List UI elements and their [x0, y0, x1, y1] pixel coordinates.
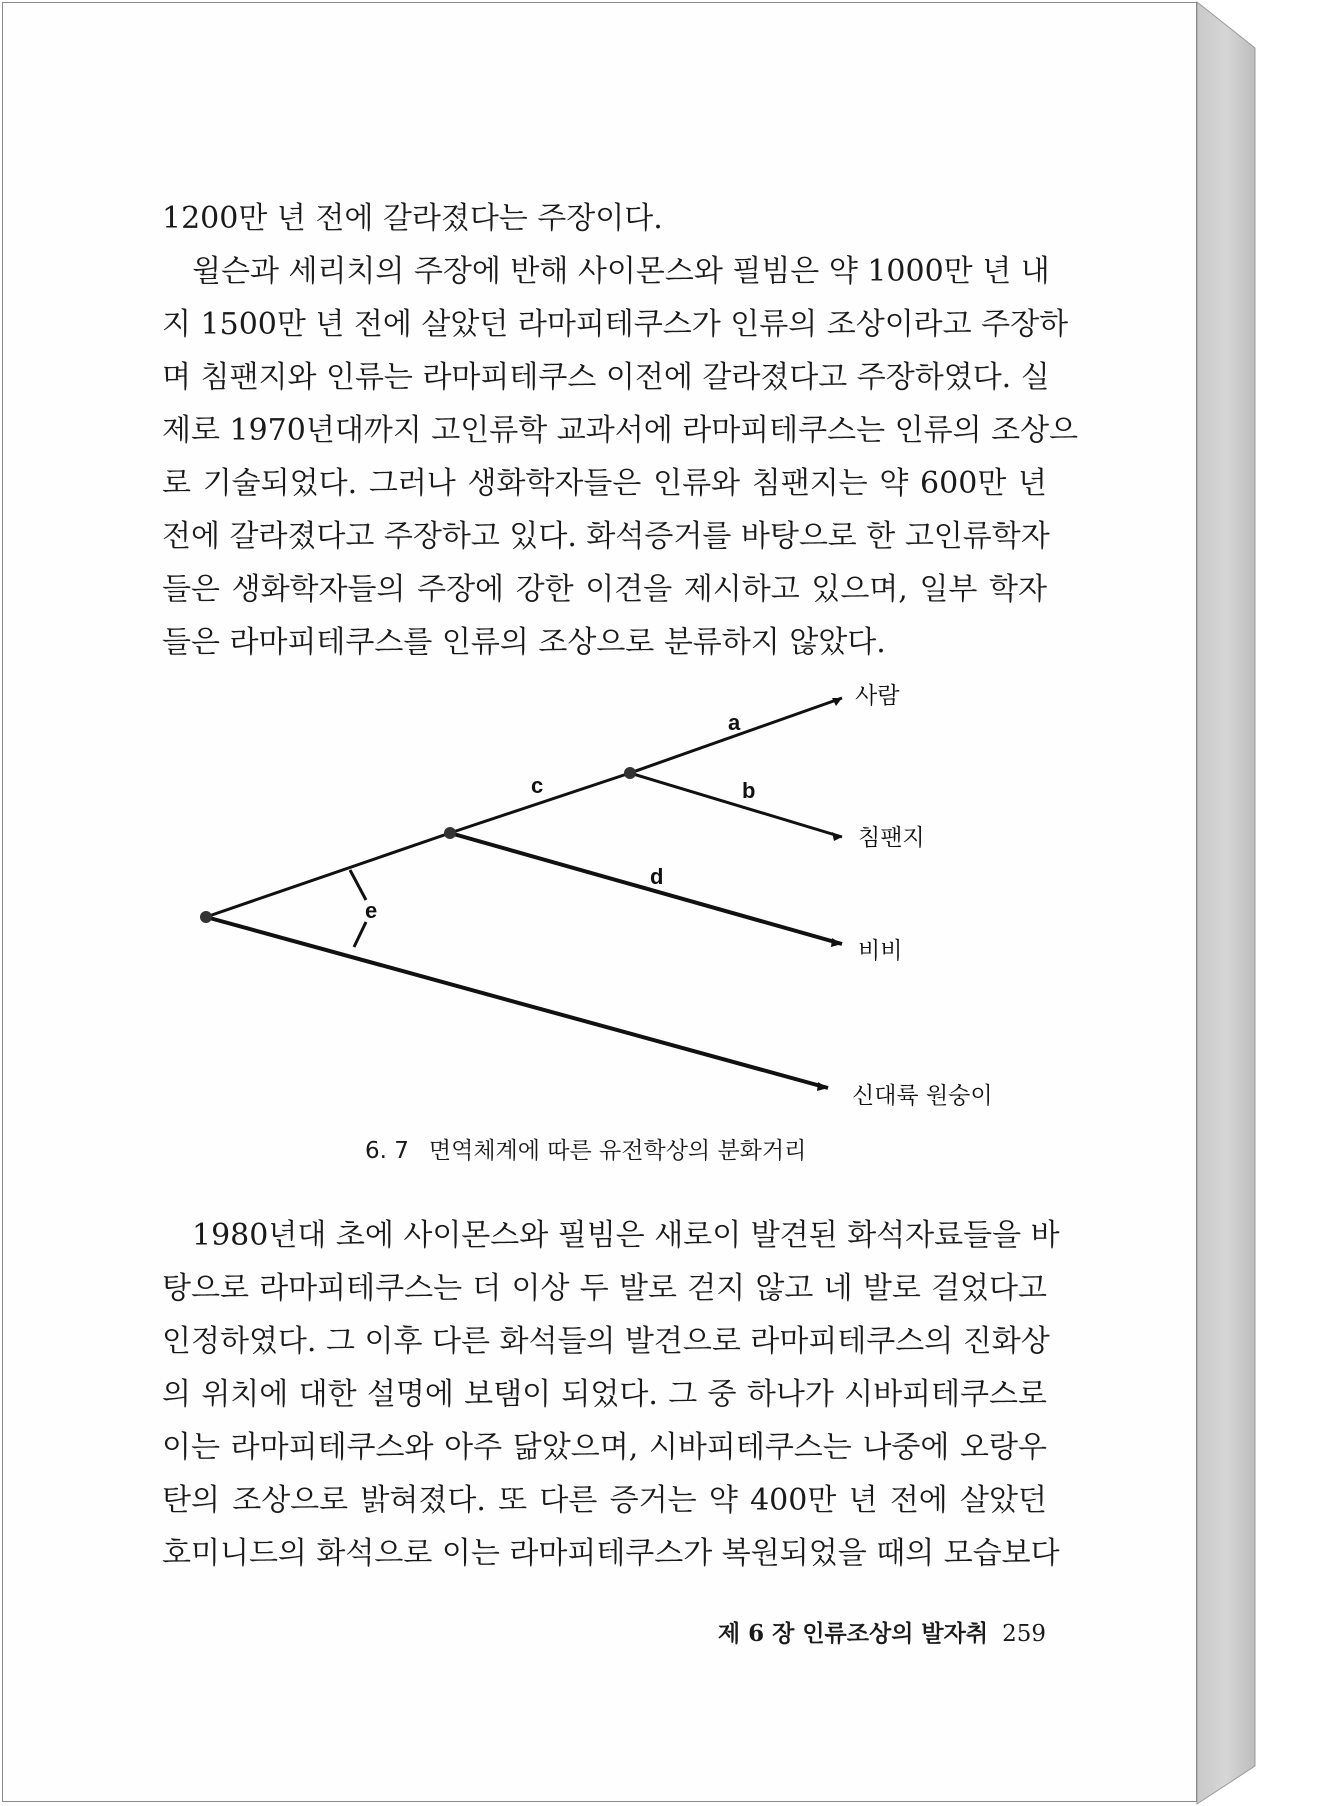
angle-mark-lower	[354, 922, 366, 947]
root-node	[200, 911, 212, 923]
text-line: 1200만 년 전에 갈라졌다는 주장이다.	[162, 201, 663, 236]
figure-caption-text: 면역체계에 따른 유전학상의 분화거리	[428, 1138, 807, 1164]
chapter-title: 제 6 장 인류조상의 발자취	[717, 1620, 989, 1647]
branch-root-to-node1	[206, 833, 450, 917]
angle-mark-upper	[350, 870, 366, 900]
text-line: 전에 갈라졌다고 주장하고 있다. 화석증거를 바탕으로 한 고인류학자	[162, 519, 1050, 554]
branch-label-a: a	[728, 710, 741, 735]
text-line: 탄의 조상으로 밝혀졌다. 또 다른 증거는 약 400만 년 전에 살았던	[162, 1483, 1047, 1518]
node-2	[624, 767, 636, 779]
figure-number: 6. 7	[365, 1138, 409, 1164]
page-number: 259	[1002, 1621, 1046, 1647]
text-line: 며 침팬지와 인류는 라마피테쿠스 이전에 갈라졌다고 주장하였다. 실	[162, 360, 1050, 395]
leaf-label-baboon: 비비	[858, 938, 903, 964]
text-line: 제로 1970년대까지 고인류학 교과서에 라마피테쿠스는 인류의 조상으	[162, 413, 1079, 448]
arrow-tip-b	[832, 832, 842, 841]
page-footer	[700, 1615, 1046, 1648]
text-line: 인정하였다. 그 이후 다른 화석들의 발견으로 라마피테쿠스의 진화상	[162, 1324, 1050, 1359]
leaf-label-new-world-monkey: 신대륙 원숭이	[852, 1083, 993, 1109]
branch-new-world-monkey	[206, 917, 828, 1088]
branch-label-e: e	[365, 898, 378, 923]
branch-label-c: c	[531, 773, 544, 798]
text-line: 윌슨과 세리치의 주장에 반해 사이몬스와 필빔은 약 1000만 년 내	[192, 254, 1050, 289]
paragraph-1	[162, 192, 1079, 669]
text-line: 들은 라마피테쿠스를 인류의 조상으로 분류하지 않았다.	[162, 625, 886, 660]
branch-label-b: b	[742, 778, 756, 803]
text-line: 로 기술되었다. 그러나 생화학자들은 인류와 침팬지는 약 600만 년	[162, 466, 1047, 501]
branch-b	[630, 773, 842, 837]
figure-caption	[365, 1132, 806, 1165]
text-line: 호미니드의 화석으로 이는 라마피테쿠스가 복원되었을 때의 모습보다	[162, 1536, 1060, 1571]
text-line: 탕으로 라마피테쿠스는 더 이상 두 발로 걷지 않고 네 발로 걸었다고	[162, 1271, 1047, 1306]
text-line: 의 위치에 대한 설명에 보탬이 되었다. 그 중 하나가 시바피테쿠스로	[162, 1377, 1047, 1412]
tree-diagram	[150, 660, 1050, 1130]
text-line: 1980년대 초에 사이몬스와 필빔은 새로이 발견된 화석자료들을 바	[192, 1218, 1060, 1253]
leaf-label-human: 사람	[855, 683, 900, 709]
node-1	[444, 827, 456, 839]
text-line: 지 1500만 년 전에 살았던 라마피테쿠스가 인류의 조상이라고 주장하	[162, 307, 1069, 342]
text-line: 들은 생화학자들의 주장에 강한 이견을 제시하고 있으며, 일부 학자	[162, 572, 1047, 607]
branch-d	[450, 833, 842, 944]
branch-label-d: d	[650, 864, 664, 889]
text-line: 이는 라마피테쿠스와 아주 닮았으며, 시바피테쿠스는 나중에 오랑우	[162, 1430, 1047, 1465]
phylogenetic-tree-figure	[150, 660, 1050, 1130]
leaf-label-chimpanzee: 침팬지	[858, 825, 925, 851]
paragraph-2	[162, 1209, 1060, 1580]
